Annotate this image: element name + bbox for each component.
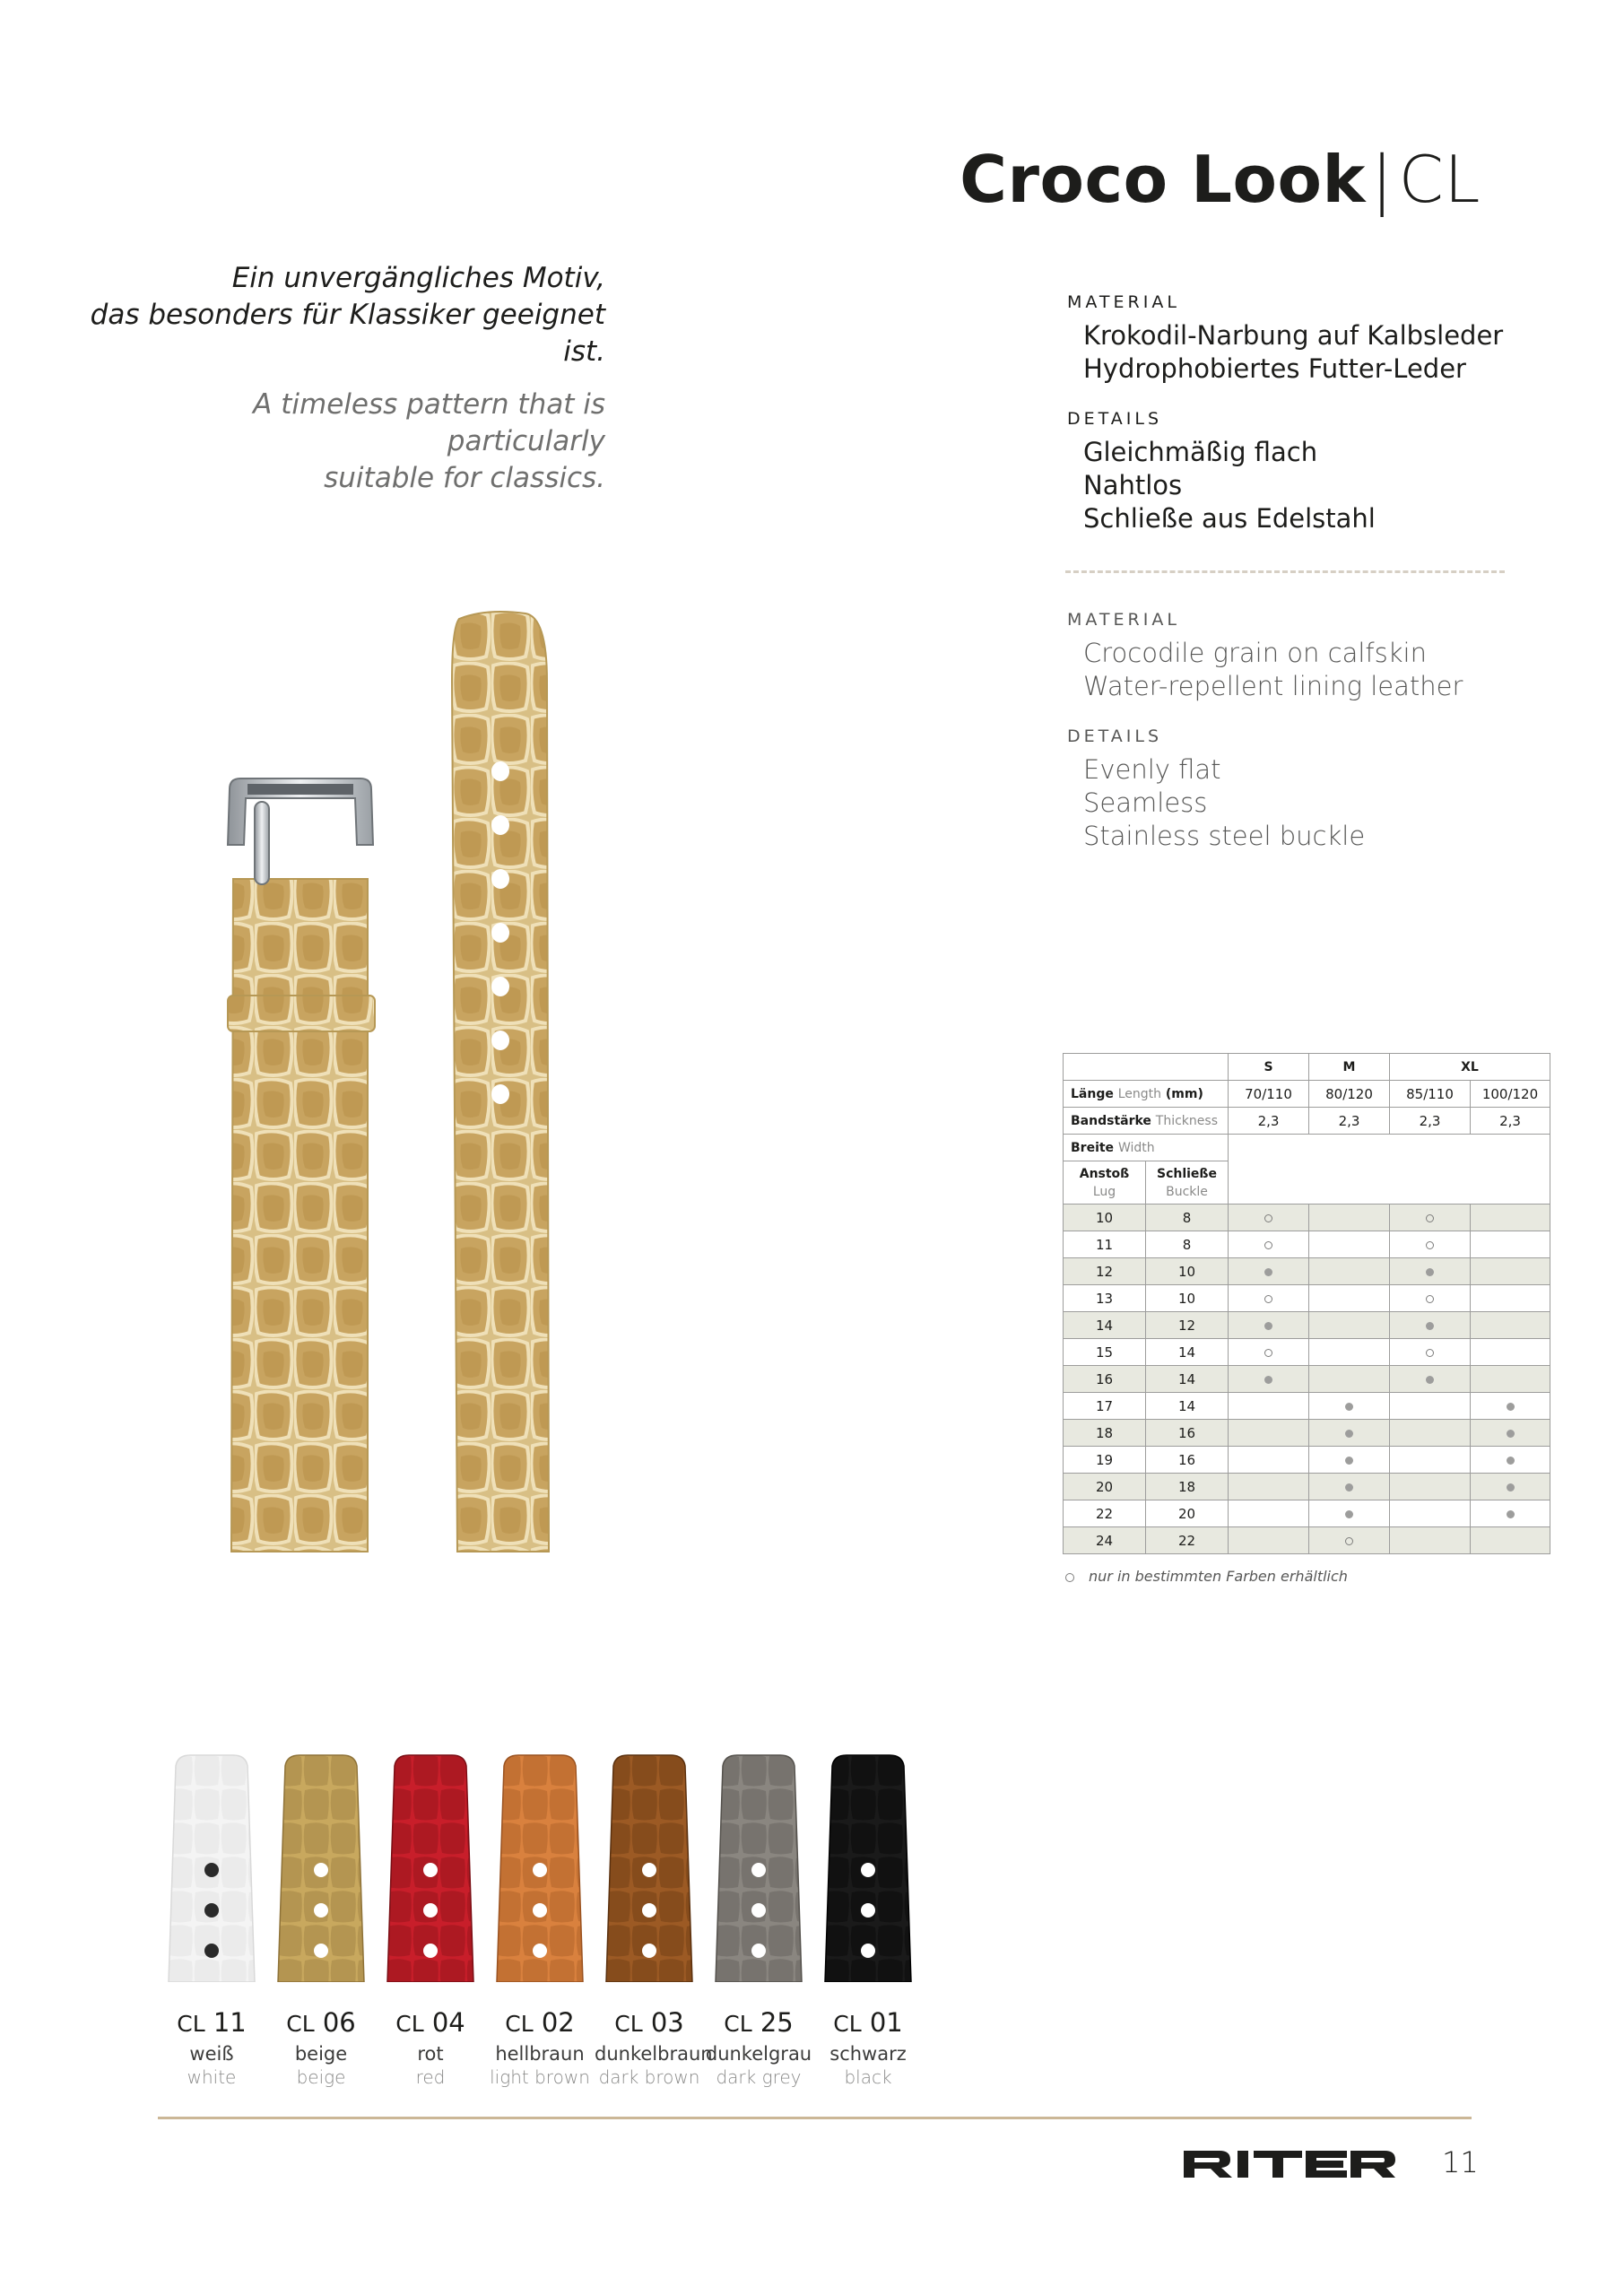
availability-cell	[1309, 1474, 1390, 1500]
color-code: CL 11	[177, 2007, 247, 2038]
color-name-english: black	[844, 2066, 892, 2088]
size-table	[1063, 1053, 1550, 1554]
details-item: Evenly flat	[1083, 754, 1221, 785]
availability-cell	[1471, 1312, 1550, 1339]
availability-cell	[1471, 1474, 1550, 1500]
availability-cell	[1309, 1285, 1390, 1312]
availability-cell	[1390, 1258, 1471, 1285]
size-s: S	[1229, 1054, 1309, 1081]
material-label: MATERIAL	[1067, 610, 1180, 630]
color-name-german: hellbraun	[495, 2043, 585, 2065]
color-swatch[interactable]	[813, 1753, 923, 2088]
color-name-german: beige	[294, 2043, 348, 2065]
availability-cell	[1390, 1285, 1471, 1312]
table-row	[1064, 1285, 1550, 1312]
availability-cell	[1309, 1339, 1390, 1366]
availability-cell	[1390, 1393, 1471, 1420]
filled-dot-icon	[1264, 1376, 1272, 1384]
buckle-width: 12	[1146, 1312, 1229, 1339]
intro-german: Ein unvergängliches Motiv, das besonders für Klassiker geeignet ist.	[90, 262, 605, 368]
filled-dot-icon	[1345, 1430, 1353, 1438]
availability-cell	[1229, 1258, 1309, 1285]
availability-cell	[1390, 1231, 1471, 1258]
strap-swatch-image	[167, 1753, 256, 1982]
color-name-english: red	[415, 2066, 446, 2088]
color-name-english: dark brown	[598, 2066, 700, 2088]
thickness-label: Bandstärke Thickness	[1064, 1108, 1229, 1135]
lug-width: 13	[1064, 1285, 1146, 1312]
availability-cell	[1471, 1285, 1550, 1312]
availability-cell	[1229, 1500, 1309, 1527]
lug-width: 22	[1064, 1500, 1146, 1527]
filled-dot-icon	[1264, 1322, 1272, 1330]
table-row	[1064, 1527, 1550, 1554]
color-name-english: dark grey	[716, 2066, 802, 2088]
strap-image	[215, 610, 628, 1570]
color-code: CL 01	[833, 2007, 903, 2038]
lug-width: 18	[1064, 1420, 1146, 1447]
table-legend: nur in bestimmten Farben erhältlich	[1065, 1568, 1348, 1585]
filled-dot-icon	[1345, 1510, 1353, 1518]
color-name-german: dunkelbraun	[595, 2043, 713, 2065]
availability-cell	[1471, 1500, 1550, 1527]
filled-dot-icon	[1507, 1483, 1515, 1492]
buckle-width: 20	[1146, 1500, 1229, 1527]
table-row	[1064, 1393, 1550, 1420]
color-swatches	[157, 1753, 923, 2088]
table-row	[1064, 1312, 1550, 1339]
filled-dot-icon	[1426, 1376, 1434, 1384]
availability-cell	[1471, 1393, 1550, 1420]
availability-cell	[1390, 1447, 1471, 1474]
length-value: 100/120	[1471, 1081, 1550, 1108]
availability-cell	[1390, 1366, 1471, 1393]
availability-cell	[1471, 1527, 1550, 1554]
lug-width: 10	[1064, 1205, 1146, 1231]
availability-cell	[1229, 1339, 1309, 1366]
buckle-width: 10	[1146, 1258, 1229, 1285]
availability-cell	[1229, 1420, 1309, 1447]
color-swatch[interactable]	[266, 1753, 376, 2088]
color-name-german: schwarz	[829, 2043, 907, 2065]
color-swatch[interactable]	[157, 1753, 266, 2088]
availability-cell	[1309, 1231, 1390, 1258]
table-row	[1064, 1474, 1550, 1500]
color-code: CL 02	[505, 2007, 575, 2038]
availability-cell	[1229, 1312, 1309, 1339]
table-corner	[1064, 1054, 1229, 1081]
size-xl: XL	[1390, 1054, 1550, 1081]
color-name-german: rot	[417, 2043, 444, 2065]
size-m: M	[1309, 1054, 1390, 1081]
strap-swatch-image	[714, 1753, 803, 1982]
open-circle-icon	[1264, 1214, 1272, 1222]
filled-dot-icon	[1507, 1403, 1515, 1411]
color-swatch[interactable]	[485, 1753, 595, 2088]
spec-german	[1067, 292, 1504, 535]
lug-width: 11	[1064, 1231, 1146, 1258]
buckle-width: 22	[1146, 1527, 1229, 1554]
buckle-width: 8	[1146, 1231, 1229, 1258]
color-code: CL 03	[614, 2007, 684, 2038]
availability-cell	[1229, 1474, 1309, 1500]
availability-cell	[1471, 1339, 1550, 1366]
buckle-width: 14	[1146, 1393, 1229, 1420]
length-value: 80/120	[1309, 1081, 1390, 1108]
availability-cell	[1229, 1205, 1309, 1231]
lug-width: 17	[1064, 1393, 1146, 1420]
color-name-english: white	[187, 2066, 237, 2088]
length-label: Länge Length (mm)	[1064, 1081, 1229, 1108]
table-row	[1064, 1258, 1550, 1285]
length-value: 85/110	[1390, 1081, 1471, 1108]
details-item: Gleichmäßig flach	[1083, 437, 1318, 467]
buckle-icon	[228, 778, 373, 884]
availability-cell	[1309, 1205, 1390, 1231]
open-circle-icon	[1264, 1349, 1272, 1357]
filled-dot-icon	[1426, 1268, 1434, 1276]
availability-cell	[1309, 1258, 1390, 1285]
color-name-english: beige	[296, 2066, 346, 2088]
material-label: MATERIAL	[1067, 292, 1180, 312]
lug-header: Anstoß Lug	[1064, 1161, 1146, 1205]
brand-logo	[1184, 2151, 1395, 2178]
strap-swatch-image	[823, 1753, 913, 1982]
filled-dot-icon	[1426, 1322, 1434, 1330]
availability-cell	[1471, 1420, 1550, 1447]
material-item: Crocodile grain on calfskin	[1083, 638, 1427, 668]
availability-cell	[1309, 1500, 1390, 1527]
color-swatch[interactable]	[595, 1753, 713, 2088]
filled-dot-icon	[1507, 1430, 1515, 1438]
length-value: 70/110	[1229, 1081, 1309, 1108]
thickness-value: 2,3	[1309, 1108, 1390, 1135]
intro-english: A timeless pattern that is particularly suitable for classics.	[253, 388, 605, 494]
strap-swatch-image	[386, 1753, 475, 1982]
buckle-header: Schließe Buckle	[1146, 1161, 1229, 1205]
availability-cell	[1309, 1527, 1390, 1554]
table-row	[1064, 1500, 1550, 1527]
open-circle-icon	[1426, 1241, 1434, 1249]
filled-dot-icon	[1507, 1457, 1515, 1465]
details-label: DETAILS	[1067, 726, 1163, 746]
table-row	[1064, 1205, 1550, 1231]
availability-cell	[1229, 1231, 1309, 1258]
availability-cell	[1229, 1447, 1309, 1474]
open-circle-icon	[1345, 1537, 1353, 1545]
thickness-value: 2,3	[1390, 1108, 1471, 1135]
open-circle-icon	[1426, 1349, 1434, 1357]
page-number: 11	[1442, 2145, 1479, 2179]
color-swatch[interactable]	[704, 1753, 813, 2088]
details-item: Schließe aus Edelstahl	[1083, 503, 1376, 534]
availability-cell	[1309, 1420, 1390, 1447]
strap-swatch-image	[276, 1753, 366, 1982]
table-row	[1064, 1420, 1550, 1447]
availability-cell	[1390, 1474, 1471, 1500]
availability-cell	[1471, 1205, 1550, 1231]
material-item: Hydrophobiertes Futter-Leder	[1083, 353, 1466, 384]
lug-width: 15	[1064, 1339, 1146, 1366]
color-swatch[interactable]	[376, 1753, 485, 2088]
availability-cell	[1229, 1393, 1309, 1420]
availability-cell	[1390, 1500, 1471, 1527]
table-row	[1064, 1447, 1550, 1474]
filled-dot-icon	[1345, 1483, 1353, 1492]
buckle-width: 18	[1146, 1474, 1229, 1500]
availability-cell	[1390, 1339, 1471, 1366]
color-name-german: weiß	[189, 2043, 234, 2065]
availability-cell	[1390, 1205, 1471, 1231]
availability-cell	[1309, 1312, 1390, 1339]
details-item: Nahtlos	[1083, 470, 1183, 500]
open-circle-icon	[1065, 1573, 1074, 1582]
color-code: CL 06	[286, 2007, 356, 2038]
buckle-width: 10	[1146, 1285, 1229, 1312]
availability-cell	[1229, 1366, 1309, 1393]
intro-text	[90, 260, 605, 497]
availability-cell	[1229, 1527, 1309, 1554]
material-item: Water-repellent lining leather	[1083, 671, 1463, 701]
lug-width: 12	[1064, 1258, 1146, 1285]
filled-dot-icon	[1507, 1510, 1515, 1518]
availability-cell	[1471, 1231, 1550, 1258]
divider	[1065, 570, 1505, 573]
color-name-english: light brown	[490, 2066, 590, 2088]
strap-swatch-image	[604, 1753, 694, 1982]
filled-dot-icon	[1345, 1457, 1353, 1465]
open-circle-icon	[1426, 1295, 1434, 1303]
open-circle-icon	[1264, 1295, 1272, 1303]
availability-cell	[1229, 1285, 1309, 1312]
strap-swatch-image	[495, 1753, 585, 1982]
availability-cell	[1390, 1312, 1471, 1339]
availability-cell	[1471, 1258, 1550, 1285]
buckle-width: 14	[1146, 1339, 1229, 1366]
width-label: Breite Width	[1064, 1135, 1229, 1161]
buckle-width: 14	[1146, 1366, 1229, 1393]
lug-width: 19	[1064, 1447, 1146, 1474]
table-row	[1064, 1366, 1550, 1393]
title-separator: |	[1370, 142, 1394, 217]
buckle-width: 16	[1146, 1420, 1229, 1447]
page-title	[960, 142, 1481, 217]
thickness-value: 2,3	[1229, 1108, 1309, 1135]
details-item: Stainless steel buckle	[1083, 821, 1366, 851]
footer-rule	[158, 2117, 1472, 2119]
strap-short	[231, 879, 368, 1552]
title-name: Croco Look	[960, 142, 1366, 217]
lug-width: 16	[1064, 1366, 1146, 1393]
color-code: CL 25	[724, 2007, 794, 2038]
lug-width: 24	[1064, 1527, 1146, 1554]
open-circle-icon	[1426, 1214, 1434, 1222]
filled-dot-icon	[1345, 1403, 1353, 1411]
size-rows	[1064, 1205, 1550, 1554]
material-item: Krokodil-Narbung auf Kalbsleder	[1083, 320, 1504, 351]
spec-english	[1067, 610, 1498, 853]
availability-cell	[1390, 1527, 1471, 1554]
color-name-german: dunkelgrau	[705, 2043, 812, 2065]
table-row	[1064, 1231, 1550, 1258]
availability-cell	[1471, 1447, 1550, 1474]
details-item: Seamless	[1083, 787, 1208, 818]
lug-width: 14	[1064, 1312, 1146, 1339]
availability-cell	[1309, 1447, 1390, 1474]
strap-long	[452, 612, 549, 1552]
availability-cell	[1309, 1393, 1390, 1420]
details-label: DETAILS	[1067, 409, 1163, 429]
buckle-width: 16	[1146, 1447, 1229, 1474]
availability-cell	[1471, 1366, 1550, 1393]
lug-width: 20	[1064, 1474, 1146, 1500]
table-row	[1064, 1339, 1550, 1366]
width-blank	[1229, 1135, 1550, 1205]
thickness-value: 2,3	[1471, 1108, 1550, 1135]
availability-cell	[1390, 1420, 1471, 1447]
title-code: CL	[1398, 142, 1481, 217]
buckle-width: 8	[1146, 1205, 1229, 1231]
availability-cell	[1309, 1366, 1390, 1393]
color-code: CL 04	[395, 2007, 465, 2038]
open-circle-icon	[1264, 1241, 1272, 1249]
filled-dot-icon	[1264, 1268, 1272, 1276]
